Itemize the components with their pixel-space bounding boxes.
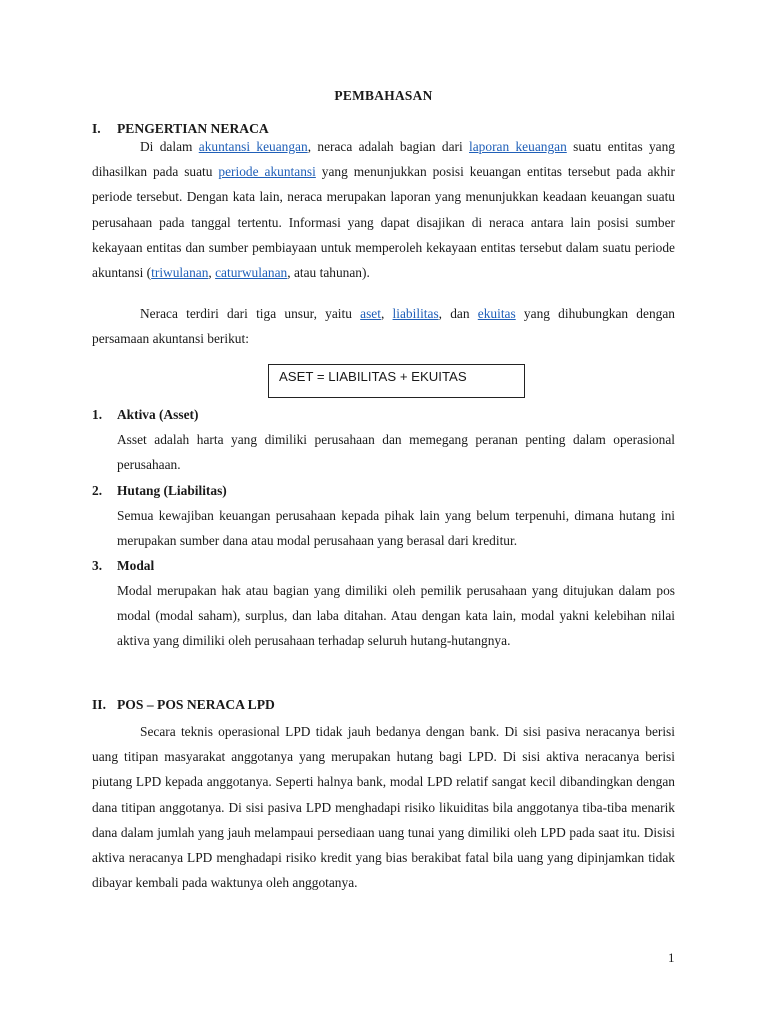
text-run: , xyxy=(380,306,393,321)
item-2-title: Hutang (Liabilitas) xyxy=(117,483,227,498)
accounting-equation: ASET = LIABILITAS + EKUITAS xyxy=(279,369,467,384)
text-run: , neraca adalah bagian dari xyxy=(307,139,470,154)
page-number: 1 xyxy=(668,950,675,965)
item-1-number: 1. xyxy=(92,407,103,422)
text-run: , xyxy=(208,265,216,281)
section-2-number: II. xyxy=(92,697,106,712)
hyperlink[interactable]: liabilitas xyxy=(392,306,439,321)
hyperlink[interactable]: aset xyxy=(360,306,381,321)
item-3-body: Modal merupakan hak atau bagian yang dimiliki oleh pemilik perusahaan yang ditujukan dalam pos modal (modal saham), surplus, dan laba ditahan. Atau dengan kata lain, modal yakni kelebihan nilai aktiva yang dimiliki oleh perusahaan terhadap seluruh hutang-hutangnya. xyxy=(117,583,675,649)
item-1-heading xyxy=(92,407,198,423)
text-run: suatu entitas yang dihasilkan pada suatu xyxy=(92,139,675,180)
text-run: yang menunjukkan posisi keuangan entitas tersebut pada akhir periode tersebut. Dengan kata lain, neraca merupakan laporan yang menunjukkan keadaan keuangan suatu perusahaan pada tanggal tertentu. Informasi yang dapat disajikan di neraca antara lain posisi sumber kekayaan entitas dan sumber pembiayaan untuk memperoleh kekayaan entitas tersebut dalam suatu periode akuntansi ( xyxy=(92,164,675,281)
hyperlink[interactable]: akuntansi keuangan xyxy=(198,139,308,154)
item-3-number: 3. xyxy=(92,558,103,573)
hyperlink[interactable]: periode akuntansi xyxy=(218,164,316,180)
text-run: Neraca terdiri dari tiga unsur, yaitu xyxy=(140,306,361,321)
page-title: PEMBAHASAN xyxy=(334,88,433,103)
item-1-title: Aktiva (Asset) xyxy=(117,407,199,422)
item-2-body: Semua kewajiban keuangan perusahaan kepada pihak lain yang belum terpenuhi, dimana hutang ini merupakan sumber dana atau modal perusahaan yang berasal dari kreditur. xyxy=(117,508,675,549)
hyperlink[interactable]: caturwulanan xyxy=(215,265,288,281)
section-2-paragraph-1: Secara teknis operasional LPD tidak jauh bedanya dengan bank. Di sisi pasiva neracanya berisi uang titipan masyarakat anggotanya yang merupakan hutang bagi LPD. Di sisi aktiva neracanya berisi piutang LPD kepada anggotanya. Seperti halnya bank, modal LPD relatif sangat kecil dibandingkan dengan dana titipan anggotanya. Di sisi pasiva LPD menghadapi risiko likuiditas bila anggotanya tiba-tiba menarik dana dalam jumlah yang jauh melampaui persediaan uang tunai yang dimiliki oleh LPD pada saat itu. Disisi aktiva neracanya LPD menghadapi risiko kredit yang bias berakibat fatal bila uang yang dipinjamkan tidak dibayar kembali pada waktunya oleh anggotanya. xyxy=(92,724,675,891)
item-2-number: 2. xyxy=(92,483,103,498)
text-run: Di dalam xyxy=(140,139,199,154)
item-3-heading xyxy=(92,558,154,574)
section-1-paragraph-2 xyxy=(92,301,675,351)
item-2-heading xyxy=(92,483,227,499)
item-3-title: Modal xyxy=(117,558,155,573)
section-2-title: POS – POS NERACA LPD xyxy=(117,697,275,712)
hyperlink[interactable]: ekuitas xyxy=(477,306,516,321)
text-run: yang dihubungkan dengan persamaan akuntansi berikut: xyxy=(92,306,675,347)
section-1-paragraph-1 xyxy=(92,134,675,285)
text-run: , dan xyxy=(438,306,478,321)
item-1-body: Asset adalah harta yang dimiliki perusahaan dan memegang peranan penting dalam operasional perusahaan. xyxy=(117,432,675,473)
section-1-number: I. xyxy=(92,121,101,136)
section-2-heading xyxy=(92,697,275,713)
hyperlink[interactable]: laporan keuangan xyxy=(469,139,567,154)
section-1-title: PENGERTIAN NERACA xyxy=(117,121,269,136)
text-run: , atau tahunan). xyxy=(287,265,370,281)
equation-box xyxy=(268,364,525,398)
hyperlink[interactable]: triwulanan xyxy=(151,265,209,281)
